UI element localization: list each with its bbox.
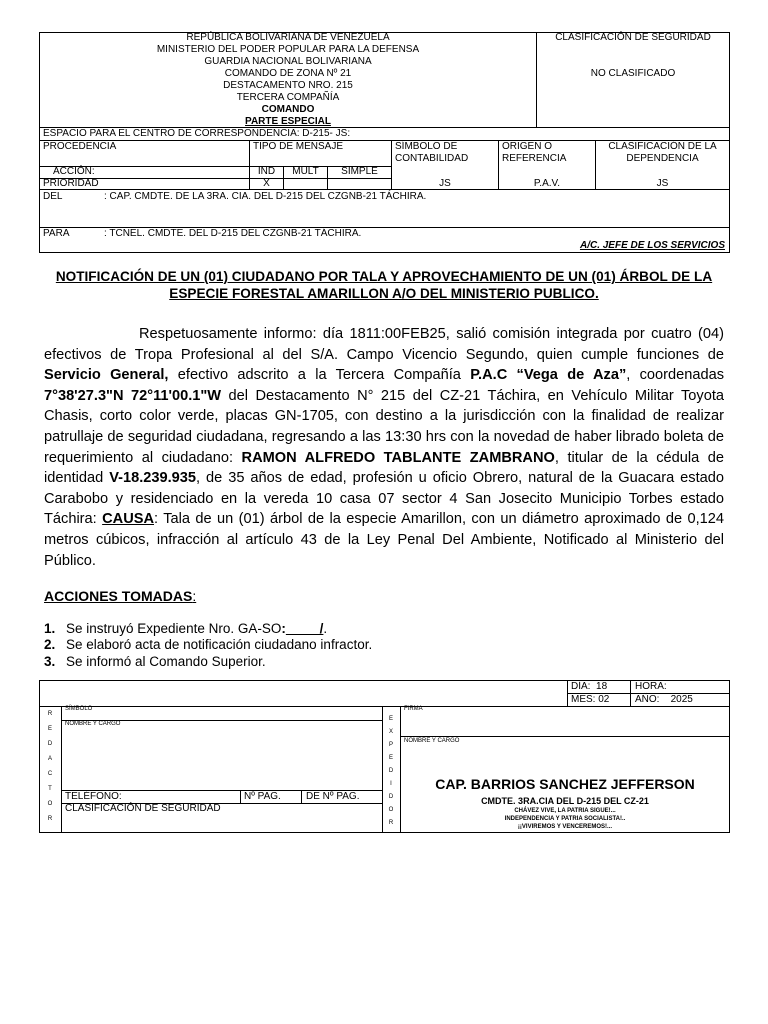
signer-cargo: CMDTE. 3RA.CIA DEL D-215 DEL CZ-21 [481,796,649,806]
header-line: DESTACAMENTO NRO. 215 [223,80,353,91]
nombre-cargo-label: NOMBRE Y CARGO [65,721,121,727]
security-label: CLASIFICACIÓN DE SEGURIDAD [555,32,711,43]
prioridad-label: PRIORIDAD [43,178,99,189]
denpag-label: DE Nº PAG. [306,791,360,802]
origen-value: P.A.V. [533,178,561,189]
procedencia-label: PROCEDENCIA [43,141,117,152]
header-line: MINISTERIO DEL PODER POPULAR PARA LA DEFENSA [156,44,420,55]
para-value: : TCNEL. CMDTE. DEL D-215 DEL CZGNB-21 TÁCHIRA. [104,228,362,239]
side-letter: E [388,755,393,761]
acciones-colon: : [192,588,197,604]
ano-label: AÑO: [635,694,660,705]
side-letter: I [390,781,392,787]
list-dot: . [323,621,328,636]
ano-value: 2025 [670,694,693,705]
document-title: NOTIFICACIÓN DE UN (01) CIUDADANO POR TALA Y APROVECHAMIENTO DE UN (01) ÁRBOL DE LA ESPECIE FORESTAL AMARILLON A/O DEL MINISTERIO PUBLICO. [55,269,713,301]
del-value: : CAP. CMDTE. DE LA 3RA. CIA. DEL D-215 DEL CZGNB-21 TÁCHIRA. [104,191,427,202]
header-comando: COMANDO [261,104,315,115]
list-text: Se instruyó Expediente Nro. GA-SO [66,621,282,636]
clasificacion-value: JS [656,178,669,189]
motto-2: INDEPENDENCIA Y PATRIA SOCIALISTA!.. [504,816,626,822]
firma-label: FIRMA [404,706,423,712]
body-text-4: del Destacamento N° 215 del CZ-21 Táchira, en Vehículo Militar Toyota Chasis, corto color verde, placas GN-1705, con destino a la jurisdicción con la finalidad de realizar patrullaje de seguridad ciudadana, regresando a las 13:30 hrs con la novedad de haber librado boleta de requerimiento al ciudadano: [44,387,724,466]
nombre-cargo-label-2: NOMBRE Y CARGO [404,738,460,744]
header-parte-especial: PARTE ESPECIAL [245,116,331,127]
list-number: 3. [44,654,56,669]
side-letter: D [388,794,394,800]
dia-value: 18 [596,681,608,692]
origen-referencia-label: ORIGEN O REFERENCIA [502,141,567,164]
acciones-title-text: ACCIONES TOMADAS [44,588,193,604]
body-text-5: , titular de la cédula de identidad [44,449,725,487]
telefono-label: TELÉFONO: [65,791,122,802]
list-item [44,654,266,670]
body-bold-citizen: RAMON ALFREDO TABLANTE ZAMBRANO [241,449,555,466]
body-bold-causa: CAUSA [102,511,155,528]
ac-jefe-servicios: A/C. JEFE DE LOS SERVICIOS [579,240,725,251]
side-letter: A [47,756,52,762]
side-letter: D [47,741,53,747]
security-value: NO CLASIFICADO [590,68,676,79]
side-letter: R [47,816,53,822]
header-line: REPÚBLICA BOLIVARIANA DE VENEZUELA [186,32,390,43]
correspondence-space: ESPACIO PARA EL CENTRO DE CORRESPONDENCIA: D-215- JS: [43,128,351,139]
list-colon: : [281,621,286,636]
body-text-2: efectivo adscrito a la Tercera Compañía [168,367,471,384]
side-letter: O [47,801,53,807]
body-bold-coordinates: 7°38'27.3"N 72°11'00.1"W [44,387,222,404]
del-label: DEL [43,191,63,202]
dia-field [571,681,607,693]
para-label: PARA [43,228,70,239]
list-number: 2. [44,637,56,652]
body-bold-servicio: Servicio General, [44,367,169,384]
side-letter: E [388,716,393,722]
side-letter: P [388,742,393,748]
ind-label: IND [257,166,276,177]
simbolo-small-label: SÍMBOLO [65,706,93,712]
header-line: TERCERA COMPAÑÍA [236,92,340,103]
list-item [44,621,327,637]
motto-1: CHÁVEZ VIVE, LA PATRIA SIGUE!... [514,808,616,814]
motto-3: ¡¡VIVIREMOS Y VENCEREMOS!... [517,824,613,830]
list-text: Se informó al Comando Superior. [66,654,266,669]
side-letter: T [48,786,52,792]
signer-name: CAP. BARRIOS SANCHEZ JEFFERSON [435,776,695,792]
header-line: GUARDIA NACIONAL BOLIVARIANA [204,56,372,67]
body-bold-pac: P.A.C “Vega de Aza” [470,367,627,384]
simple-label: SIMPLE [341,166,378,177]
simbolo-contabilidad-label: SÍMBOLO DE CONTABILIDAD [395,141,469,164]
acciones-title [44,588,196,605]
expediente-blank: ____/ [285,621,324,636]
mes-field [571,694,609,706]
dia-label: DÍA: [571,681,591,692]
ind-mark: X [263,178,270,189]
report-body [44,324,724,571]
tipo-mensaje-label: TIPO DE MENSAJE [253,141,344,152]
list-item [44,637,372,653]
body-text-7: : Tala de un (01) árbol de la especie Amarillon, con un diámetro aproximado de 0,124 metros cúbicos, infracción al artículo 43 de la Ley Penal Del Ambiente, Notificado al Ministerio del Público. [44,511,724,569]
body-text-3: , coordenadas [626,367,725,384]
npag-label: Nº PAG. [244,791,281,802]
list-text: Se elaboró acta de notificación ciudadano infractor. [66,637,373,652]
simbolo-value: JS [439,178,451,189]
mult-label: MULT [292,166,319,177]
body-text-6: , de 35 años de edad, profesión u oficio Obrero, natural de la Guacara estado Carabobo y residenciado en la vereda 10 casa 07 sector 4 San Josecito Municipio Torbes estado Táchira: [44,470,724,528]
side-letter: D [388,768,394,774]
ano-field [635,694,693,706]
side-letter: X [388,729,393,735]
side-letter: R [47,711,53,717]
accion-label: ACCIÓN: [53,166,95,177]
side-letter: O [388,807,394,813]
body-bold-id: V-18.239.935 [109,470,197,487]
clasificacion-seguridad-label: CLASIFICACIÓN DE SEGURIDAD [65,803,221,814]
body-text-1: Respetuosamente informo: día 1811:00FEB25, salió comisión integrada por cuatro (04) efectivos de Tropa Profesional al del S/A. Campo Vicencio Segundo, quien cumple funciones de [44,326,724,363]
hora-label: HORA: [635,681,667,692]
side-letter: C [47,771,53,777]
mes-value: 02 [598,694,610,705]
side-letter: R [388,820,394,826]
mes-label: MES: [571,694,596,705]
side-letter: E [47,726,52,732]
list-number: 1. [44,621,56,636]
clasificacion-dependencia-label: CLASIFICACIÓN DE LA DEPENDENCIA [608,141,717,164]
header-institution-lines [40,32,536,128]
header-line: COMANDO DE ZONA Nº 21 [224,68,352,79]
